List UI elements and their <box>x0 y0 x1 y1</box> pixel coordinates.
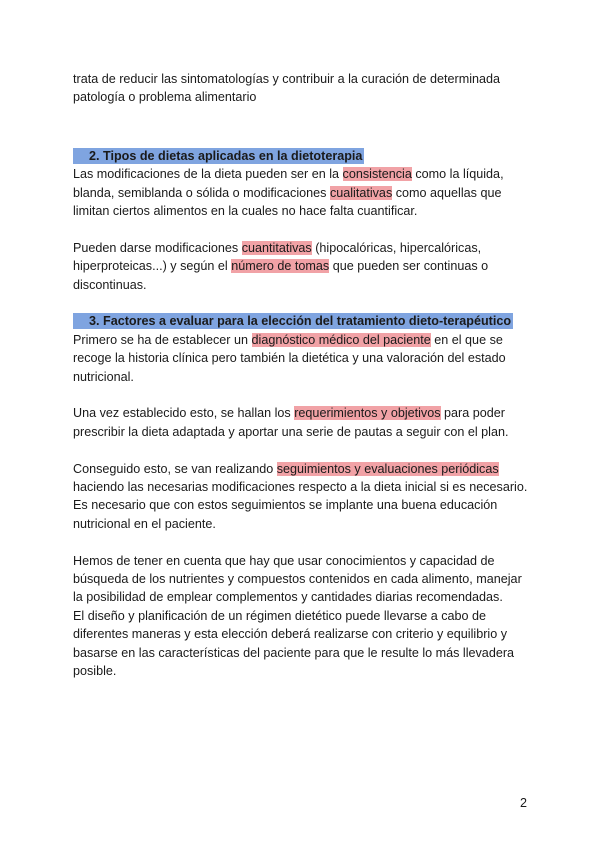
text-run: Conseguido esto, se van realizando <box>73 461 277 476</box>
highlight-cualitativas: cualitativas <box>329 185 393 200</box>
section-3-paragraph-1 <box>73 331 535 386</box>
highlight-cuantitativas: cuantitativas <box>241 240 312 255</box>
text-run: Una vez establecido esto, se hallan los <box>73 406 295 421</box>
section-2-heading <box>73 147 535 165</box>
section-2-paragraph-1 <box>73 165 535 220</box>
text-run: Pueden darse modificaciones <box>73 240 242 255</box>
section-3-paragraph-4: Hemos de tener en cuenta que hay que usar conocimientos y capacidad de búsqueda de los nutrientes y compuestos contenidos en cada alimento, manejar la posibilidad de emplear complementos y cantidades diarias recomendadas. <box>73 553 522 605</box>
page-number: 2 <box>519 796 527 810</box>
section-2-paragraph-2 <box>73 239 535 294</box>
text-run: como aquellas que limitan ciertos alimentos en la cuales no hace falta cuantificar. <box>73 185 502 219</box>
page-content <box>73 70 535 681</box>
section-3-heading <box>73 312 535 330</box>
section-3-paragraph-2 <box>73 404 535 441</box>
intro-line-2: patología o problema alimentario <box>73 90 257 105</box>
intro-line-1: trata de reducir las sintomatologías y contribuir a la curación de determinada <box>73 72 501 86</box>
highlight-requerimientos: requerimientos y objetivos <box>294 406 441 421</box>
section-3-paragraph-3 <box>73 460 535 534</box>
text-run: haciendo las necesarias modificaciones respecto a la dieta inicial si es necesario. Es necesario que con estos seguimientos se implante una buena educación nutricional en el paciente. <box>73 480 528 531</box>
text-run: Las modificaciones de la dieta pueden ser en la <box>73 167 343 182</box>
highlight-numero-de-tomas: número de tomas <box>231 259 330 274</box>
intro-paragraph <box>73 70 535 107</box>
highlight-consistencia: consistencia <box>342 167 412 182</box>
section-3-heading-text: 3. Factores a evaluar para la elección del tratamiento dieto-terapéutico <box>73 313 513 329</box>
highlight-seguimientos: seguimientos y evaluaciones periódicas <box>276 461 499 476</box>
highlight-diagnostico: diagnóstico médico del paciente <box>251 332 431 347</box>
text-run: en el que se recoge la historia clínica pero también la dietética y una valoración del estado nutricional. <box>73 332 506 384</box>
text-run: como la líquida, blanda, semiblanda o sólida o modificaciones <box>73 167 504 200</box>
text-run: que pueden ser continuas o discontinuas. <box>73 259 489 292</box>
text-run: para poder prescribir la dieta adaptada y aportar una serie de pautas a seguir con el plan. <box>73 406 509 439</box>
text-run: (hipocalóricas, hipercalóricas, hiperproteicas...) y según el <box>73 240 482 274</box>
section-3-paragraph-5: El diseño y planificación de un régimen dietético puede llevarse a cabo de diferentes maneras y esta elección deberá realizarse con criterio y equilibrio y basarse en las características del paciente para que le resulte lo más llevadera posible. <box>73 608 515 679</box>
text-run: Primero se ha de establecer un <box>73 332 252 347</box>
section-2-heading-text: 2. Tipos de dietas aplicadas en la dietoterapia <box>73 148 364 164</box>
